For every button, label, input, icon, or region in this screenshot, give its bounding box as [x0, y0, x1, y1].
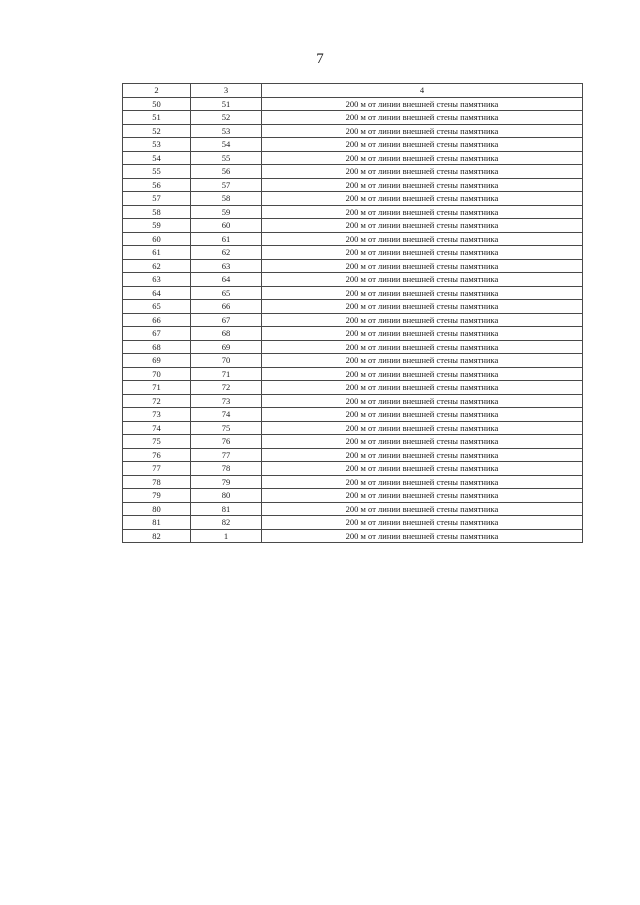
point-from-cell: 67: [123, 327, 191, 341]
column-header: 4: [262, 84, 583, 98]
point-to-cell: 74: [191, 408, 262, 422]
point-from-cell: 73: [123, 408, 191, 422]
point-from-cell: 53: [123, 138, 191, 152]
distance-description-cell: 200 м от линии внешней стены памятника: [262, 462, 583, 476]
point-from-cell: 65: [123, 300, 191, 314]
point-to-cell: 61: [191, 232, 262, 246]
distance-description-cell: 200 м от линии внешней стены памятника: [262, 340, 583, 354]
page-number: 7: [316, 51, 324, 67]
distance-description-cell: 200 м от линии внешней стены памятника: [262, 421, 583, 435]
table-body: [123, 84, 583, 543]
point-to-cell: 57: [191, 178, 262, 192]
point-to-cell: 64: [191, 273, 262, 287]
distance-description-cell: 200 м от линии внешней стены памятника: [262, 529, 583, 543]
point-to-cell: 63: [191, 259, 262, 273]
table-row: [123, 232, 583, 246]
point-from-cell: 55: [123, 165, 191, 179]
table-row: [123, 489, 583, 503]
point-from-cell: 76: [123, 448, 191, 462]
point-to-cell: 60: [191, 219, 262, 233]
point-to-cell: 65: [191, 286, 262, 300]
point-from-cell: 71: [123, 381, 191, 395]
distance-description-cell: 200 м от линии внешней стены памятника: [262, 489, 583, 503]
table-row: [123, 111, 583, 125]
table-row: [123, 97, 583, 111]
point-from-cell: 78: [123, 475, 191, 489]
table-row: [123, 448, 583, 462]
point-to-cell: 51: [191, 97, 262, 111]
point-to-cell: 66: [191, 300, 262, 314]
point-to-cell: 68: [191, 327, 262, 341]
point-to-cell: 79: [191, 475, 262, 489]
distance-description-cell: 200 м от линии внешней стены памятника: [262, 475, 583, 489]
table-row: [123, 300, 583, 314]
point-from-cell: 72: [123, 394, 191, 408]
point-to-cell: 1: [191, 529, 262, 543]
table-header-row: [123, 84, 583, 98]
distance-description-cell: 200 м от линии внешней стены памятника: [262, 232, 583, 246]
distance-description-cell: 200 м от линии внешней стены памятника: [262, 165, 583, 179]
point-from-cell: 70: [123, 367, 191, 381]
distance-description-cell: 200 м от линии внешней стены памятника: [262, 381, 583, 395]
table-row: [123, 421, 583, 435]
point-from-cell: 58: [123, 205, 191, 219]
distance-description-cell: 200 м от линии внешней стены памятника: [262, 286, 583, 300]
distance-description-cell: 200 м от линии внешней стены памятника: [262, 138, 583, 152]
point-to-cell: 58: [191, 192, 262, 206]
table-row: [123, 327, 583, 341]
table-row: [123, 138, 583, 152]
table-row: [123, 178, 583, 192]
distance-description-cell: 200 м от линии внешней стены памятника: [262, 259, 583, 273]
table-row: [123, 246, 583, 260]
point-from-cell: 61: [123, 246, 191, 260]
distance-description-cell: 200 м от линии внешней стены памятника: [262, 327, 583, 341]
table-row: [123, 475, 583, 489]
distance-description-cell: 200 м от линии внешней стены памятника: [262, 192, 583, 206]
distance-description-cell: 200 м от линии внешней стены памятника: [262, 151, 583, 165]
point-to-cell: 53: [191, 124, 262, 138]
distance-description-cell: 200 м от линии внешней стены памятника: [262, 394, 583, 408]
point-from-cell: 62: [123, 259, 191, 273]
point-to-cell: 69: [191, 340, 262, 354]
distance-description-cell: 200 м от линии внешней стены памятника: [262, 313, 583, 327]
table-row: [123, 165, 583, 179]
column-header: 3: [191, 84, 262, 98]
table-row: [123, 381, 583, 395]
point-from-cell: 59: [123, 219, 191, 233]
distance-description-cell: 200 м от линии внешней стены памятника: [262, 246, 583, 260]
point-from-cell: 79: [123, 489, 191, 503]
table-row: [123, 462, 583, 476]
table-row: [123, 205, 583, 219]
distance-description-cell: 200 м от линии внешней стены памятника: [262, 354, 583, 368]
table-row: [123, 340, 583, 354]
point-from-cell: 81: [123, 516, 191, 530]
point-from-cell: 52: [123, 124, 191, 138]
point-to-cell: 73: [191, 394, 262, 408]
point-from-cell: 56: [123, 178, 191, 192]
table-row: [123, 286, 583, 300]
point-to-cell: 59: [191, 205, 262, 219]
table-row: [123, 313, 583, 327]
point-from-cell: 68: [123, 340, 191, 354]
table-row: [123, 435, 583, 449]
distance-description-cell: 200 м от линии внешней стены памятника: [262, 516, 583, 530]
point-from-cell: 54: [123, 151, 191, 165]
boundary-points-table: [122, 83, 583, 543]
distance-description-cell: 200 м от линии внешней стены памятника: [262, 124, 583, 138]
point-to-cell: 71: [191, 367, 262, 381]
distance-description-cell: 200 м от линии внешней стены памятника: [262, 205, 583, 219]
point-to-cell: 70: [191, 354, 262, 368]
table-row: [123, 529, 583, 543]
point-to-cell: 52: [191, 111, 262, 125]
distance-description-cell: 200 м от линии внешней стены памятника: [262, 97, 583, 111]
distance-description-cell: 200 м от линии внешней стены памятника: [262, 408, 583, 422]
distance-description-cell: 200 м от линии внешней стены памятника: [262, 448, 583, 462]
point-to-cell: 56: [191, 165, 262, 179]
point-from-cell: 82: [123, 529, 191, 543]
point-to-cell: 75: [191, 421, 262, 435]
point-from-cell: 60: [123, 232, 191, 246]
table-row: [123, 516, 583, 530]
point-from-cell: 80: [123, 502, 191, 516]
table-row: [123, 151, 583, 165]
table-row: [123, 273, 583, 287]
distance-description-cell: 200 м от линии внешней стены памятника: [262, 435, 583, 449]
point-to-cell: 82: [191, 516, 262, 530]
table-row: [123, 124, 583, 138]
distance-description-cell: 200 м от линии внешней стены памятника: [262, 273, 583, 287]
distance-description-cell: 200 м от линии внешней стены памятника: [262, 300, 583, 314]
distance-description-cell: 200 м от линии внешней стены памятника: [262, 367, 583, 381]
table-row: [123, 408, 583, 422]
point-to-cell: 80: [191, 489, 262, 503]
point-from-cell: 74: [123, 421, 191, 435]
table-row: [123, 502, 583, 516]
column-header: 2: [123, 84, 191, 98]
distance-description-cell: 200 м от линии внешней стены памятника: [262, 178, 583, 192]
point-to-cell: 72: [191, 381, 262, 395]
table-row: [123, 367, 583, 381]
point-to-cell: 62: [191, 246, 262, 260]
table-row: [123, 394, 583, 408]
table-row: [123, 219, 583, 233]
table-row: [123, 192, 583, 206]
distance-description-cell: 200 м от линии внешней стены памятника: [262, 111, 583, 125]
point-to-cell: 78: [191, 462, 262, 476]
point-to-cell: 54: [191, 138, 262, 152]
point-to-cell: 81: [191, 502, 262, 516]
point-from-cell: 75: [123, 435, 191, 449]
distance-description-cell: 200 м от линии внешней стены памятника: [262, 502, 583, 516]
point-to-cell: 77: [191, 448, 262, 462]
table-row: [123, 354, 583, 368]
point-from-cell: 63: [123, 273, 191, 287]
point-from-cell: 69: [123, 354, 191, 368]
distance-description-cell: 200 м от линии внешней стены памятника: [262, 219, 583, 233]
point-from-cell: 77: [123, 462, 191, 476]
point-to-cell: 55: [191, 151, 262, 165]
table-row: [123, 259, 583, 273]
point-to-cell: 67: [191, 313, 262, 327]
point-from-cell: 64: [123, 286, 191, 300]
point-from-cell: 57: [123, 192, 191, 206]
point-from-cell: 50: [123, 97, 191, 111]
point-to-cell: 76: [191, 435, 262, 449]
point-from-cell: 66: [123, 313, 191, 327]
point-from-cell: 51: [123, 111, 191, 125]
